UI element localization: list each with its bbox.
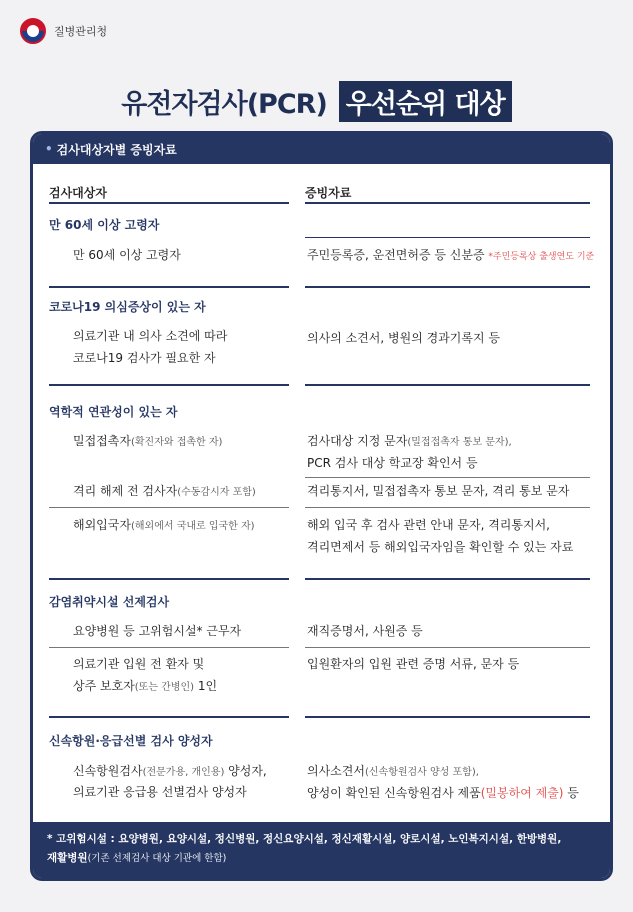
org-logo	[20, 18, 107, 44]
proof-text: 재직증명서, 사원증 등	[307, 624, 423, 638]
target-text: 의료기관 내 의사 소견에 따라	[73, 329, 228, 343]
divider	[305, 716, 590, 718]
divider	[305, 507, 590, 508]
divider	[49, 202, 289, 204]
bullet-icon: •	[45, 142, 53, 156]
proof-text: 의사의 소견서, 병원의 경과기록지 등	[307, 331, 500, 345]
proof-text: 검사대상 지정 문자(밀접접촉자 통보 문자),	[307, 434, 512, 448]
column-header-target: 검사대상자	[49, 186, 107, 200]
proof-note: *주민등록상 출생연도 기준	[488, 252, 595, 262]
divider	[305, 477, 590, 478]
proof-text: 격리면제서 등 해외입국자임을 확인할 수 있는 자료	[307, 540, 574, 554]
footnote	[33, 822, 610, 878]
proof-text: PCR 검사 대상 학교장 확인서 등	[307, 456, 478, 470]
panel-header	[33, 134, 610, 164]
title-main: 유전자검사(PCR)	[121, 89, 327, 120]
divider	[305, 286, 590, 288]
section-heading: 만 60세 이상 고령자	[49, 218, 160, 232]
proof-text: 해외 입국 후 검사 관련 안내 문자, 격리통지서,	[307, 518, 550, 532]
divider	[305, 578, 590, 580]
panel-title: 검사대상자별 증빙자료	[56, 142, 177, 157]
proof-text: 의사소견서(신속항원검사 양성 포함),	[307, 764, 479, 778]
section-heading: 신속항원·응급선별 검사 양성자	[49, 734, 213, 748]
target-text: 상주 보호자(또는 간병인) 1인	[73, 679, 218, 693]
section-heading: 감염취약시설 선제검사	[49, 595, 170, 609]
divider	[305, 202, 590, 204]
divider	[49, 578, 289, 580]
divider	[49, 647, 289, 648]
divider	[49, 286, 289, 288]
divider	[305, 237, 590, 238]
proof-text: 격리통지서, 밀접접촉자 통보 문자, 격리 통보 문자	[307, 484, 570, 498]
divider	[49, 716, 289, 718]
column-header-proof: 증빙자료	[305, 186, 352, 200]
section-heading: 코로나19 의심증상이 있는 자	[49, 300, 206, 314]
proof-text: 양성이 확인된 신속항원검사 제품(밀봉하여 제출) 등	[307, 786, 579, 800]
page-title	[0, 81, 633, 122]
footnote-line: * 고위험시설 : 요양병원, 요양시설, 정신병원, 정신요양시설, 정신재활시설, 양로시설, 노인복지시설, 한방병원,	[47, 833, 562, 845]
target-text: 해외입국자(해외에서 국내로 입국한 자)	[73, 518, 255, 532]
target-text: 격리 해제 전 검사자(수동감시자 포함)	[73, 484, 256, 498]
taegeuk-logo-icon	[20, 18, 46, 44]
target-text: 밀접접촉자(확진자와 접촉한 자)	[73, 434, 223, 448]
target-text: 요양병원 등 고위험시설* 근무자	[73, 624, 242, 638]
proof-table-panel	[30, 131, 613, 881]
divider	[305, 647, 590, 648]
title-accent: 우선순위 대상	[339, 81, 512, 122]
proof-text: 주민등록증, 운전면허증 등 신분증 *주민등록상 출생연도 기준	[307, 248, 595, 262]
target-text: 의료기관 응급용 선별검사 양성자	[73, 785, 247, 799]
divider	[49, 507, 289, 508]
proof-text: 입원환자의 입원 관련 증명 서류, 문자 등	[307, 657, 520, 671]
target-text: 만 60세 이상 고령자	[73, 248, 181, 262]
divider	[49, 384, 289, 386]
org-name: 질병관리청	[54, 25, 108, 38]
footnote-line: 재활병원(기존 선제검사 대상 기관에 한함)	[47, 852, 227, 864]
target-text: 코로나19 검사가 필요한 자	[73, 351, 216, 365]
section-heading: 역학적 연관성이 있는 자	[49, 405, 178, 419]
divider	[305, 384, 590, 386]
target-text: 신속항원검사(전문가용, 개인용) 양성자,	[73, 764, 267, 778]
target-text: 의료기관 입원 전 환자 및	[73, 657, 205, 671]
